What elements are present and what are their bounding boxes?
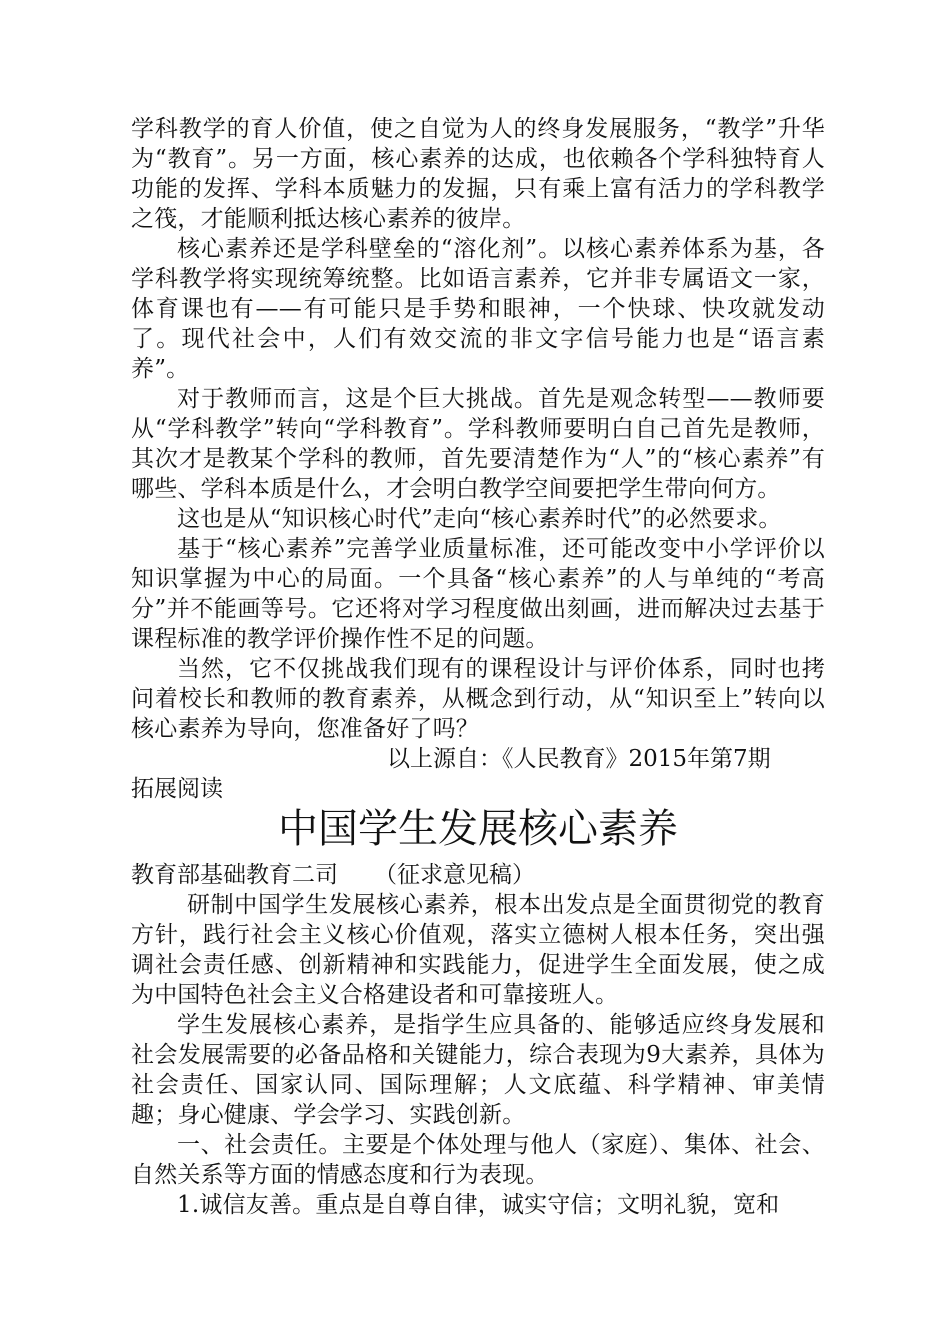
document-paragraph: 研制中国学生发展核心素养，根本出发点是全面贯彻党的教育方针，践行社会主义核心价值观，落实立德树人根本任务，突出强调社会责任感、创新精神和实践能力，促进学生全面发展，使之成为中国特色社会主义合格建设者和可靠接班人。 (131, 892, 825, 1008)
article-paragraph: 学科教学的育人价值，使之自觉为人的终身发展服务，“教学”升华为“教育”。另一方面，核心素养的达成，也依赖各个学科独特育人功能的发挥、学科本质魅力的发掘，只有乘上富有活力的学科教学之筏，才能顺利抵达核心素养的彼岸。 (131, 116, 825, 232)
article-paragraph: 这也是从“知识核心时代”走向“核心素养时代”的必然要求。 (177, 506, 782, 532)
document-paragraph: 一、社会责任。主要是个体处理与他人（家庭）、集体、社会、自然关系等方面的情感态度和行为表现。 (131, 1132, 825, 1188)
article-paragraph: 核心素养还是学科壁垒的“溶化剂”。以核心素养体系为基，各学科教学将实现统筹统整。比如语言素养，它并非专属语文一家，体育课也有——有可能只是手势和眼神，一个快球、快攻就发动了。现代社会中，人们有效交流的非文字信号能力也是“语言素养”。 (131, 236, 825, 382)
source-citation: 以上源自：《人民教育》2015年第7期 (387, 746, 771, 772)
article-paragraph: 当然，它不仅挑战我们现有的课程设计与评价体系，同时也拷问着校长和教师的教育素养，从概念到行动，从“知识至上”转向以核心素养为导向，您准备好了吗？ (131, 656, 825, 742)
issuer-line (131, 860, 825, 890)
article-paragraph: 基于“核心素养”完善学业质量标准，还可能改变中小学评价以知识掌握为中心的局面。一个具备“核心素养”的人与单纯的“考高分”并不能画等号。它还将对学习程度做出刻画，进而解决过去基于课程标准的教学评价操作性不足的问题。 (131, 536, 825, 652)
document-page (131, 114, 825, 1220)
document-paragraph: 1.诚信友善。重点是自尊自律，诚实守信；文明礼貌，宽和 (177, 1192, 780, 1218)
article-paragraph: 对于教师而言，这是个巨大挑战。首先是观念转型——教师要从“学科教学”转向“学科教育”。学科教师要明白自己首先是教师，其次才是教某个学科的教师，首先要清楚作为“人”的“核心素养”有哪些、学科本质是什么，才会明白教学空间要把学生带向何方。 (131, 386, 825, 502)
draft-status: （征求意见稿） (374, 862, 535, 888)
extended-reading-label: 拓展阅读 (131, 776, 223, 802)
issuer: 教育部基础教育二司 (131, 862, 338, 888)
document-paragraph: 学生发展核心素养，是指学生应具备的、能够适应终身发展和社会发展需要的必备品格和关键能力，综合表现为9大素养，具体为社会责任、国家认同、国际理解；人文底蕴、科学精神、审美情趣；身心健康、学会学习、实践创新。 (131, 1012, 825, 1128)
document-title: 中国学生发展核心素养 (278, 806, 678, 852)
